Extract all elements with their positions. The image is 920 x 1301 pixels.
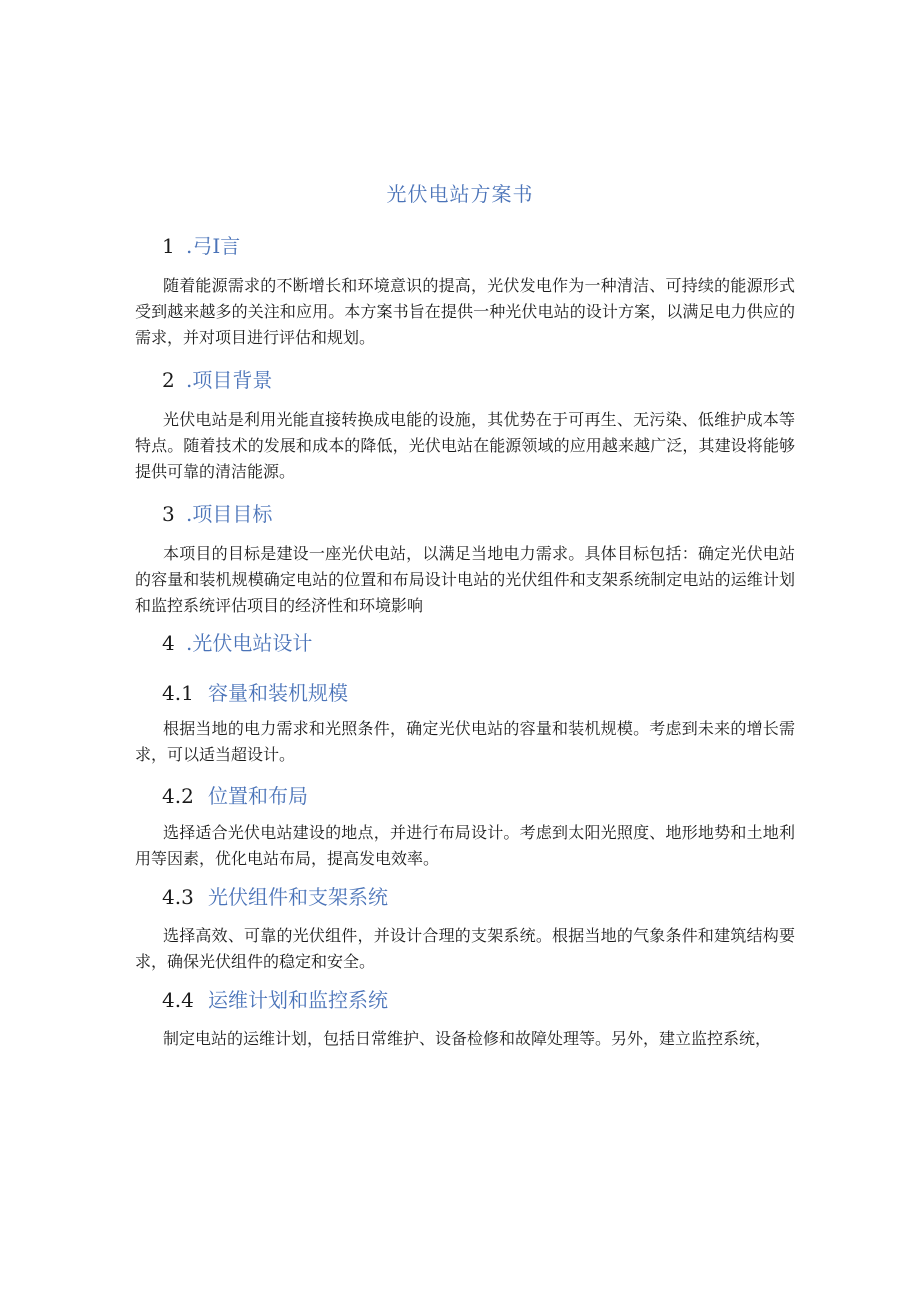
section-number: 3 (162, 502, 175, 526)
section-number: 1 (162, 234, 175, 258)
subsection-number: 4.4 (162, 988, 194, 1012)
subsection-body-4-1: 根据当地的电力需求和光照条件，确定光伏电站的容量和装机规模。考虑到未来的增长需求，可以适当超设计。 (135, 719, 795, 764)
section-heading-2 (162, 364, 272, 393)
section-heading-text: .项目背景 (186, 368, 273, 392)
subsection-body-4-3: 选择高效、可靠的光伏组件，并设计合理的支架系统。根据当地的气象条件和建筑结构要求，确保光伏组件的稳定和安全。 (135, 926, 795, 971)
subsection-heading-text: 位置和布局 (208, 784, 308, 808)
section-heading-text: .光伏电站设计 (186, 631, 313, 655)
section-body-3: 本项目的目标是建设一座光伏电站，以满足当地电力需求。具体目标包括：确定光伏电站的容量和装机规模确定电站的位置和布局设计电站的光伏组件和支架系统制定电站的运维计划和监控系统评估项目的经济性和环境影响 (135, 544, 795, 615)
subsection-heading-text: 容量和装机规模 (208, 681, 348, 705)
subsection-number: 4.1 (162, 681, 194, 705)
section-heading-text: .弓I言 (186, 234, 241, 258)
subsection-heading-text: 光伏组件和支架系统 (208, 885, 388, 909)
subsection-heading-4-2 (162, 780, 308, 809)
section-heading-3 (162, 498, 272, 527)
section-heading-1 (162, 230, 240, 259)
document-title: 光伏电站方案书 (386, 182, 534, 206)
subsection-number: 4.2 (162, 784, 194, 808)
subsection-heading-4-4 (162, 984, 388, 1013)
subsection-body-4-2: 选择适合光伏电站建设的地点，并进行布局设计。考虑到太阳光照度、地形地势和土地利用等因素，优化电站布局，提高发电效率。 (135, 823, 795, 868)
subsection-heading-text: 运维计划和监控系统 (208, 988, 388, 1012)
section-body-2: 光伏电站是利用光能直接转换成电能的设施，其优势在于可再生、无污染、低维护成本等特点。随着技术的发展和成本的降低，光伏电站在能源领域的应用越来越广泛，其建设将能够提供可靠的清洁能源。 (135, 410, 795, 481)
section-body-1: 随着能源需求的不断增长和环境意识的提高，光伏发电作为一种清洁、可持续的能源形式受到越来越多的关注和应用。本方案书旨在提供一种光伏电站的设计方案，以满足电力供应的需求，并对项目进行评估和规划。 (135, 276, 795, 347)
section-heading-4 (162, 627, 312, 656)
subsection-number: 4.3 (162, 885, 194, 909)
section-number: 2 (162, 368, 175, 392)
section-heading-text: .项目目标 (186, 502, 273, 526)
subsection-body-4-4: 制定电站的运维计划，包括日常维护、设备检修和故障处理等。另外，建立监控系统， (163, 1029, 772, 1048)
subsection-heading-4-3 (162, 881, 388, 910)
subsection-heading-4-1 (162, 677, 348, 706)
section-number: 4 (162, 631, 175, 655)
